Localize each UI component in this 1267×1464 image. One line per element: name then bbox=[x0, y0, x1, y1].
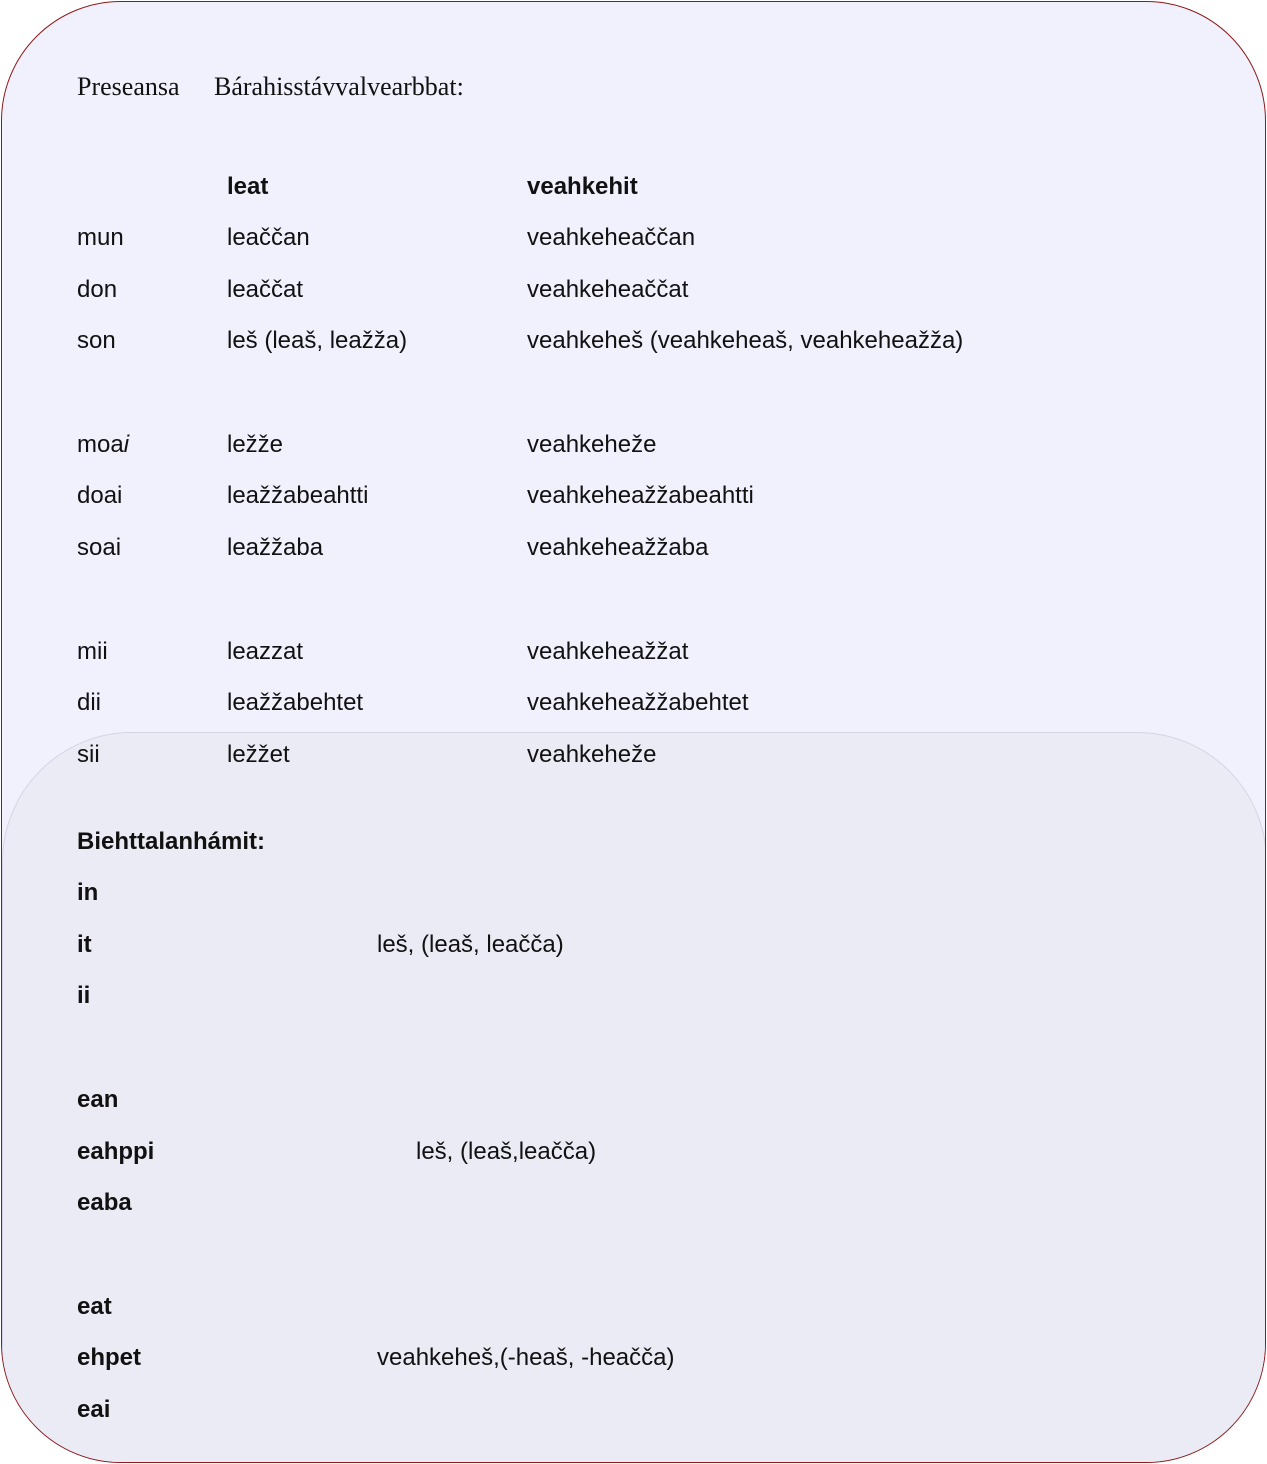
negation-it: it bbox=[77, 931, 92, 958]
pronoun-son: son bbox=[77, 327, 116, 354]
leat-doai: leažžabeahtti bbox=[227, 482, 369, 509]
title-preseansa: Preseansa bbox=[77, 72, 180, 101]
document-card bbox=[1, 1, 1266, 1463]
leat-sii: ležžet bbox=[227, 741, 290, 768]
pronoun-sii: sii bbox=[77, 741, 100, 768]
leat-mun: leaččan bbox=[227, 224, 310, 251]
pronoun-mun: mun bbox=[77, 224, 124, 251]
veahkehit-mun: veahkeheaččan bbox=[527, 224, 696, 251]
negation-form-2: leš, (leaš,leačča) bbox=[416, 1138, 597, 1165]
negation-eat: eat bbox=[77, 1293, 112, 1320]
leat-son: leš (leaš, leažža) bbox=[227, 327, 408, 354]
veahkehit-dii: veahkeheažžabehtet bbox=[527, 689, 749, 716]
negation-heading: Biehttalanhámit: bbox=[77, 828, 266, 855]
leat-don: leaččat bbox=[227, 276, 304, 303]
negation-form-3: veahkeheš,(-heaš, -heačča) bbox=[377, 1344, 675, 1371]
negation-eai: eai bbox=[77, 1396, 111, 1423]
leat-dii: leažžabehtet bbox=[227, 689, 364, 716]
pronoun-dii: dii bbox=[77, 689, 102, 716]
veahkehit-doai: veahkeheažžabeahtti bbox=[527, 482, 754, 509]
pronoun-don: don bbox=[77, 276, 118, 303]
pronoun-doai: doai bbox=[77, 482, 123, 509]
negation-ean: ean bbox=[77, 1086, 119, 1113]
pronoun-soai: soai bbox=[77, 534, 122, 561]
leat-mii: leazzat bbox=[227, 638, 304, 665]
veahkehit-soai: veahkeheažžaba bbox=[527, 534, 709, 561]
leat-soai: leažžaba bbox=[227, 534, 324, 561]
negation-eahppi: eahppi bbox=[77, 1138, 155, 1165]
leat-moai: ležže bbox=[227, 431, 284, 458]
title-verb-class: Bárahisstávvalvearbbat: bbox=[214, 72, 464, 101]
veahkehit-don: veahkeheaččat bbox=[527, 276, 689, 303]
header-leat: leat bbox=[227, 173, 269, 200]
veahkehit-moai: veahkeheže bbox=[527, 431, 657, 458]
header-veahkehit: veahkehit bbox=[527, 173, 638, 200]
pronoun-moai: moai bbox=[77, 431, 130, 458]
veahkehit-mii: veahkeheažžat bbox=[527, 638, 689, 665]
negation-ii: ii bbox=[77, 982, 91, 1009]
negation-eaba: eaba bbox=[77, 1189, 132, 1216]
veahkehit-sii: veahkeheže bbox=[527, 741, 657, 768]
veahkehit-son: veahkeheš (veahkeheaš, veahkeheažža) bbox=[527, 327, 964, 354]
pronoun-mii: mii bbox=[77, 638, 108, 665]
negation-form-1: leš, (leaš, leačča) bbox=[377, 931, 564, 958]
negation-ehpet: ehpet bbox=[77, 1344, 142, 1371]
negation-in: in bbox=[77, 879, 99, 906]
